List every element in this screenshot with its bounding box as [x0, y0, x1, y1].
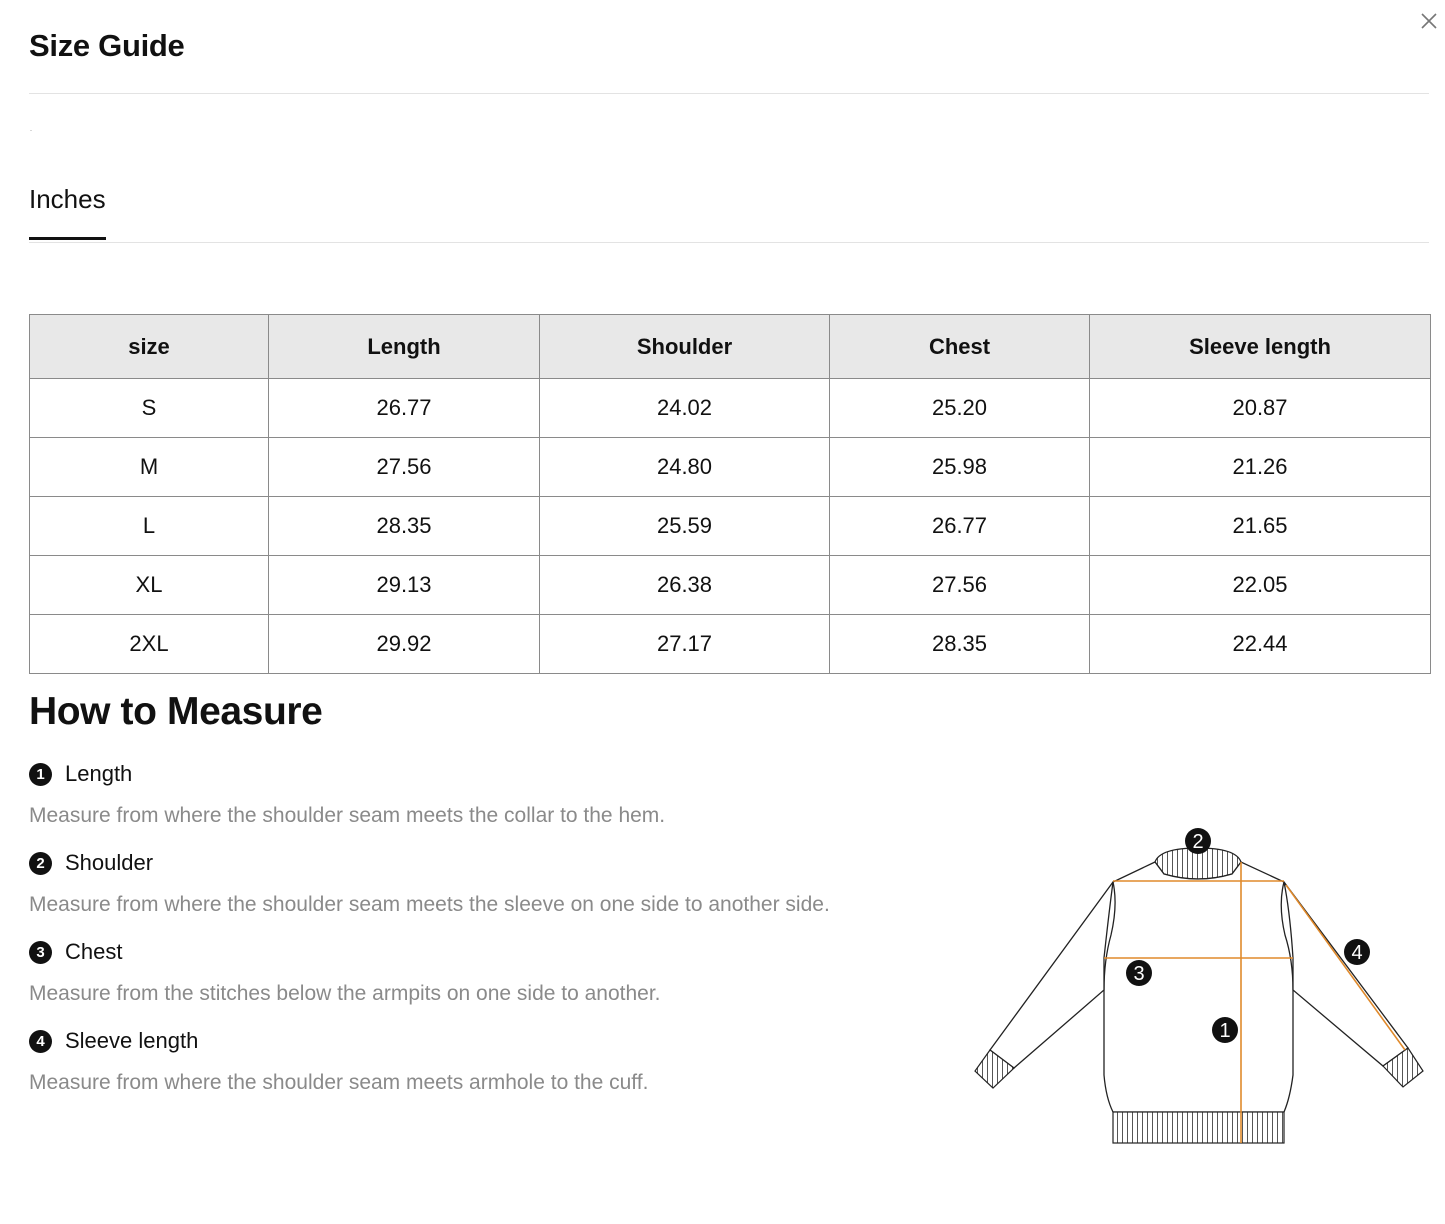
step-label: Shoulder — [65, 850, 154, 875]
table-cell: 2XL — [30, 615, 269, 674]
table-cell: 25.98 — [830, 438, 1090, 497]
svg-text:3: 3 — [1133, 963, 1145, 985]
table-cell: 24.80 — [540, 438, 830, 497]
table-row — [30, 497, 1431, 556]
step-number-badge: 3 — [29, 941, 52, 964]
table-cell: 22.44 — [1090, 615, 1431, 674]
sweater-body — [1104, 862, 1293, 1112]
step-label: Length — [65, 761, 133, 786]
marker-1 — [1212, 1017, 1238, 1043]
table-cell: 27.56 — [830, 556, 1090, 615]
close-icon — [1416, 8, 1440, 32]
close-button[interactable] — [1416, 8, 1440, 32]
svg-text:1: 1 — [1219, 1020, 1231, 1042]
table-cell: 29.92 — [269, 615, 540, 674]
marker-4 — [1344, 939, 1370, 965]
right-sleeve — [1284, 882, 1408, 1066]
table-cell: 26.77 — [269, 379, 540, 438]
measure-step-chest — [29, 937, 661, 1006]
step-label: Chest — [65, 939, 123, 964]
unit-tabs — [29, 170, 1429, 243]
column-header: Chest — [830, 315, 1090, 379]
decorative-dot — [30, 130, 32, 131]
table-row — [30, 556, 1431, 615]
measure-step-sleeve-length — [29, 1026, 648, 1095]
table-row — [30, 379, 1431, 438]
measure-step-shoulder — [29, 848, 830, 917]
table-row — [30, 438, 1431, 497]
table-cell: 21.65 — [1090, 497, 1431, 556]
table-header-row — [30, 315, 1431, 379]
table-row — [30, 615, 1431, 674]
step-description: Measure from where the shoulder seam meets the collar to the hem. — [29, 804, 666, 827]
table-cell: L — [30, 497, 269, 556]
column-header: Length — [269, 315, 540, 379]
table-cell: XL — [30, 556, 269, 615]
svg-text:4: 4 — [1351, 942, 1363, 964]
hem — [1113, 1112, 1284, 1143]
table-cell: 25.20 — [830, 379, 1090, 438]
sweater-measurement-diagram — [960, 820, 1440, 1160]
table-cell: 25.59 — [540, 497, 830, 556]
page-title: Size Guide — [29, 28, 185, 63]
table-cell: 29.13 — [269, 556, 540, 615]
step-number-badge: 1 — [29, 763, 52, 786]
column-header: size — [30, 315, 269, 379]
table-cell: 26.38 — [540, 556, 830, 615]
table-cell: 27.17 — [540, 615, 830, 674]
step-description: Measure from where the shoulder seam meets the sleeve on one side to another side. — [29, 893, 830, 916]
column-header: Shoulder — [540, 315, 830, 379]
table-cell: 22.05 — [1090, 556, 1431, 615]
how-to-measure-title: How to Measure — [29, 690, 323, 733]
step-number-badge: 4 — [29, 1030, 52, 1053]
table-cell: 28.35 — [269, 497, 540, 556]
step-description: Measure from the stitches below the armpits on one side to another. — [29, 982, 661, 1005]
step-description: Measure from where the shoulder seam meets armhole to the cuff. — [29, 1071, 649, 1094]
table-cell: 26.77 — [830, 497, 1090, 556]
table-cell: 24.02 — [540, 379, 830, 438]
table-cell: 27.56 — [269, 438, 540, 497]
size-table — [29, 314, 1431, 674]
step-number-badge: 2 — [29, 852, 52, 875]
table-cell: M — [30, 438, 269, 497]
tab-inches[interactable]: Inches — [29, 184, 106, 240]
svg-text:2: 2 — [1192, 831, 1204, 853]
measure-step-length — [29, 759, 665, 828]
table-cell: 21.26 — [1090, 438, 1431, 497]
header-divider — [29, 93, 1429, 94]
step-label: Sleeve length — [65, 1028, 199, 1053]
marker-3 — [1126, 960, 1152, 986]
marker-2 — [1185, 828, 1211, 854]
table-cell: 28.35 — [830, 615, 1090, 674]
table-cell: 20.87 — [1090, 379, 1431, 438]
table-cell: S — [30, 379, 269, 438]
column-header: Sleeve length — [1090, 315, 1431, 379]
left-sleeve — [990, 882, 1113, 1068]
